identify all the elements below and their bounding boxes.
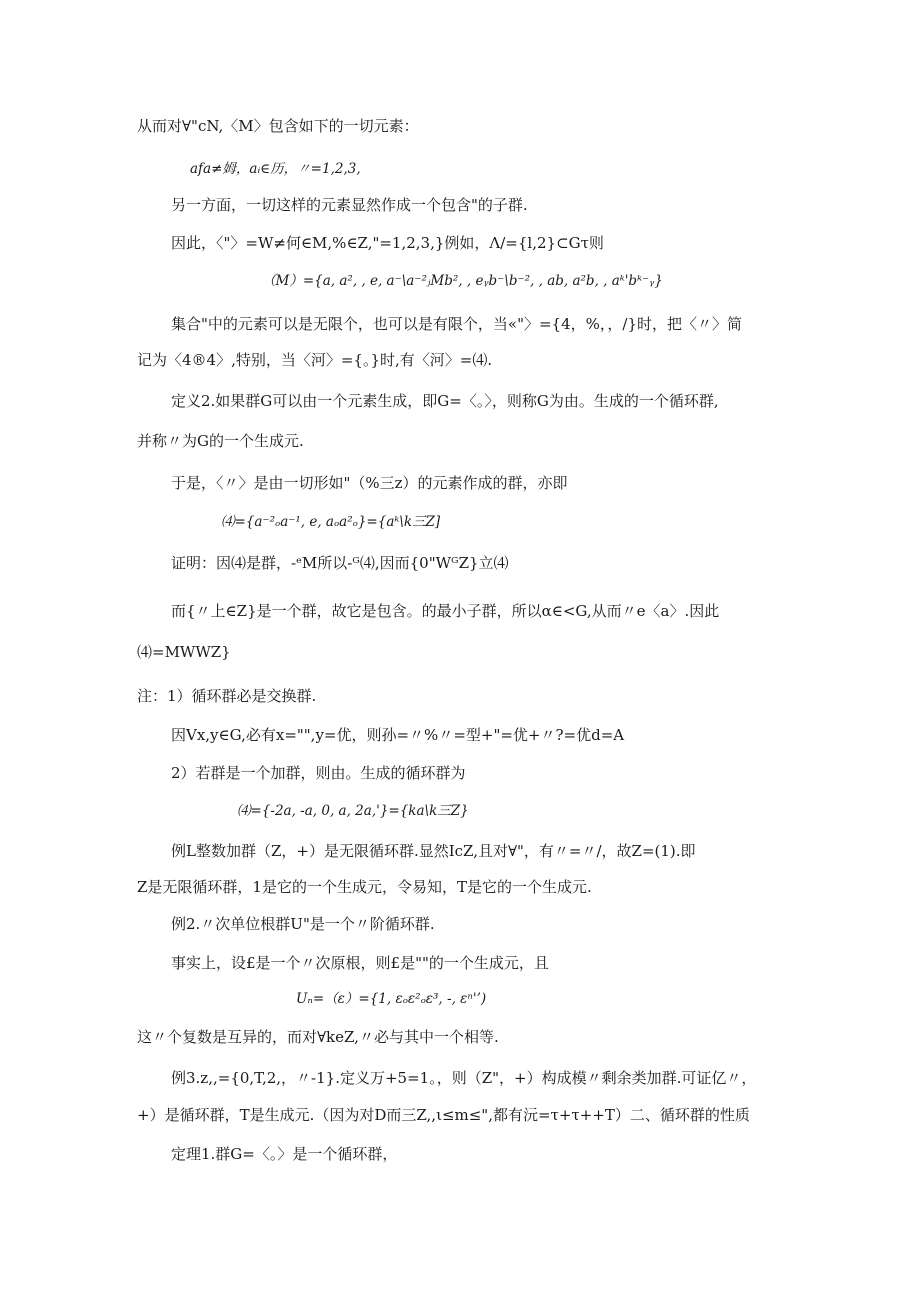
formula-line: afa≠姆，aᵢ∈历，〃=1,2,3,	[190, 161, 361, 177]
text-line: 定义2.如果群G可以由一个元素生成，即G=〈。〉，则称G为由。生成的一个循环群,	[171, 392, 719, 410]
text-line: 记为〈4®4〉,特别，当〈河〉={。}时,有〈河〉=⑷.	[137, 351, 493, 369]
text-line: ⑷=MWWZ}	[137, 643, 231, 661]
text-line: 例L整数加群（Z，+）是无限循环群.显然IcZ,且对∀"，有〃=〃/，故Z=(1).即	[171, 842, 696, 860]
text-line: 并称〃为G的一个生成元.	[137, 432, 304, 450]
text-line: 注：1）循环群必是交换群.	[137, 687, 317, 705]
formula-line: ⑷={a⁻²ₒa⁻¹, e, aₒa²ₒ}={aᵏ\k三Z]	[221, 514, 441, 530]
text-line: 例3.z,,={0,T,2,，〃-1}.定义万+5=1。，则（Z"，+）构成模〃剩余类加群.可证亿〃，	[171, 1069, 757, 1087]
formula-line: Uₙ=（ε）={1, εₒε²ₒε³, -, εⁿ'’)	[296, 991, 487, 1007]
text-line: 2）若群是一个加群，则由。生成的循环群为	[171, 764, 466, 782]
text-line: 而{〃上∈Z}是一个群，故它是包含。的最小子群，所以α∈<G,从而〃e〈a〉.因此	[171, 602, 720, 620]
text-line: 因此，〈"〉=W≠何∈M,%∈Z,"=1,2,3,}例如，Λ/={l,2}⊂Gτ则	[171, 234, 604, 252]
formula-line: ⑷={-2a, -a, 0, a, 2a,'}={ka\k三Z}	[237, 803, 469, 819]
text-line: Z是无限循环群，1是它的一个生成元，令易知，T是它的一个生成元.	[137, 878, 592, 896]
text-line: 另一方面，一切这样的元素显然作成一个包含"的子群.	[171, 196, 528, 214]
text-line: 因Vx,y∈G,必有x="",y=优，则孙=〃%〃=型+"=优+〃?=优d=A	[171, 726, 625, 744]
text-line: 于是，〈〃〉是由一切形如"（%三z）的元素作成的群，亦即	[171, 474, 568, 492]
text-line: 证明：因⑷是群，-ᵉM所以-ᴳ⑷,因而{0"WᴳZ}立⑷	[171, 554, 509, 572]
text-line: +）是循环群，T是生成元.（因为对D而三Z,,ι≤m≤",都有沅=τ+τ++T）二、循环群的性质	[137, 1106, 750, 1124]
text-line: 事实上，设£是一个〃次原根，则£是""的一个生成元，且	[171, 954, 549, 972]
text-line: 这〃个复数是互异的，而对∀keZ,〃必与其中一个相等.	[137, 1028, 499, 1046]
text-line: 集合"中的元素可以是无限个，也可以是有限个，当«"〉={4，%，，/}时，把〈〃〉简	[171, 315, 742, 333]
formula-line: （M）={a, a², , e, a⁻\a⁻²ⱼMb², , eᵧb⁻\b⁻², , ab, a²b, , aᵏ'bᵏ⁻ᵧ}	[262, 273, 663, 289]
text-line: 定理1.群G=〈。〉是一个循环群，	[171, 1145, 398, 1163]
text-line: 例2.〃次单位根群U"是一个〃阶循环群.	[171, 915, 435, 933]
text-line: 从而对∀"cN,〈M〉包含如下的一切元素：	[137, 117, 419, 135]
